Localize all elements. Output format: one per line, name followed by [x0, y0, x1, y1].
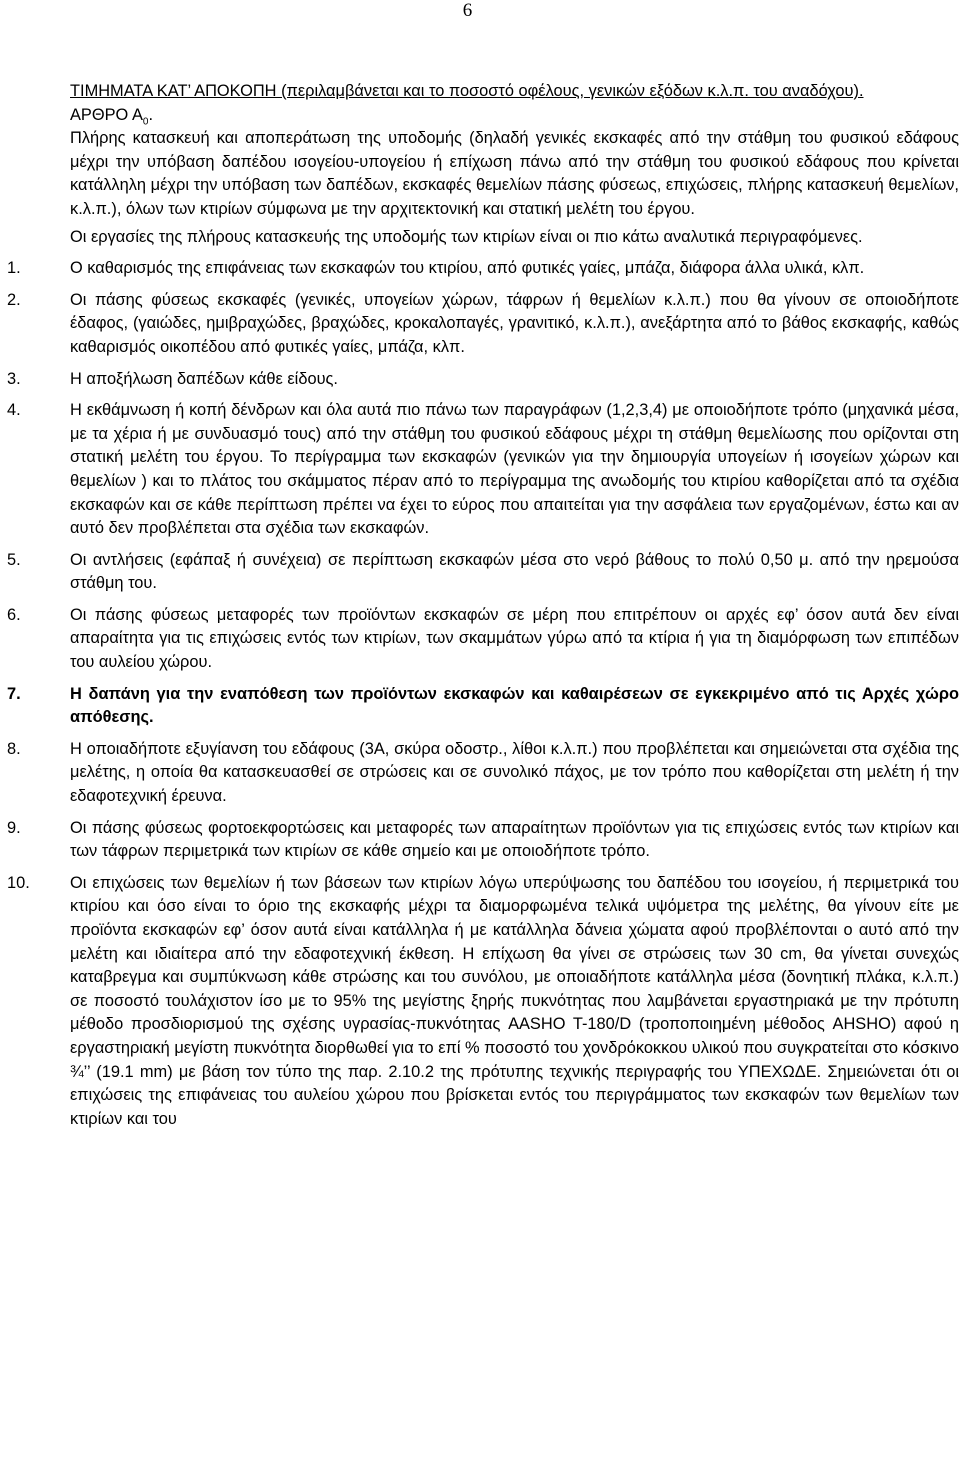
item-number: 10.	[7, 873, 30, 892]
article-subscript: 0	[142, 115, 149, 127]
item-text: Η αποξήλωση δαπέδων κάθε είδους.	[70, 369, 338, 388]
item-number: 1.	[7, 259, 21, 278]
article-title	[70, 104, 959, 128]
list-item	[7, 817, 959, 864]
list-item	[7, 368, 959, 392]
list-item	[7, 872, 959, 1132]
item-text: Οι πάσης φύσεως φορτοεκφορτώσεις και μεταφορές των απαραίτητων προϊόντων για τις επιχώσεις εντός των κτιρίων και των τάφρων περιμετρικά των κτιρίων σε κάθε σημείο και με οποιοδήποτε τρόπο.	[70, 818, 959, 861]
list-item	[7, 683, 959, 730]
list-item	[7, 549, 959, 596]
document-body	[7, 80, 959, 1131]
item-number: 9.	[7, 818, 21, 837]
list-item	[7, 738, 959, 809]
item-text: Οι πάσης φύσεως μεταφορές των προϊόντων εκσκαφών σε μέρη που επιτρέπουν οι αρχές εφ’ όσον αυτά δεν είναι απαραίτητα για τις επιχώσεις εντός των κτιρίων, των σκαμμάτων γύρω από τα κτίρια ή για τη διαμόρφωση των επιπέδων του αυλείου χώρου.	[70, 605, 959, 672]
item-text: Η δαπάνη για την εναπόθεση των προϊόντων εκσκαφών και καθαιρέσεων σε εγκεκριμένο από τις Αρχές χώρο απόθεσης.	[70, 684, 959, 727]
item-number: 5.	[7, 550, 21, 569]
list-item	[7, 604, 959, 675]
section-heading: ΤΙΜΗΜΑΤΑ ΚΑΤ’ ΑΠΟΚΟΠΗ (περιλαμβάνεται και το ποσοστό οφέλους, γενικών εξόδων κ.λ.π. του αναδόχου).	[70, 82, 864, 100]
intro-paragraph: Οι εργασίες της πλήρους κατασκευής της υποδομής των κτιρίων είναι οι πιο κάτω αναλυτικά περιγραφόμενες.	[70, 227, 863, 246]
article-label: ΑΡΘΡΟ Α	[70, 105, 143, 124]
item-text: Η εκθάμνωση ή κοπή δένδρων και όλα αυτά πιο πάνω των παραγράφων (1,2,3,4) με οποιοδήποτε τρόπο (μηχανικά μέσα, με τα χέρια ή με συνδυασμό τους) από την στάθμη του φυσικού εδάφους μέχρι τη στάθμη θεμελίωσης που ορίζονται στη στατική μελέτη του έργου. Το περίγραμμα των εκσκαφών (γενικών για την δημιουργία υπογείων ή ισογείων χώρων και θεμελίων ) και το πλάτος του σκάμματος πέραν από το περίγραμμα της ανωδομής του κτιρίου καθορίζεται από τα σχέδια εκσκαφών και σε κάθε περίπτωση πρέπει να έχει το εύρος που απαιτείται για την ασφάλεια των εργαζομένων, έστω και αν αυτό δεν προβλέπεται στα σχέδια των εκσκαφών.	[70, 401, 959, 538]
work-items-list	[7, 257, 959, 1131]
item-number: 8.	[7, 739, 21, 758]
article-tail: .	[148, 105, 154, 124]
item-text: Η οποιαδήποτε εξυγίανση του εδάφους (3Α, σκύρα οδοστρ., λίθοι κ.λ.π.) που προβλέπεται και σημειώνεται στα σχέδια της μελέτης, η οποία θα κατασκευασθεί σε στρώσεις και σε συνολικό πάχος, με τον τρόπο που καθορίζεται στη μελέτη ή την εδαφοτεχνική έρευνα.	[70, 739, 959, 806]
item-number: 4.	[7, 401, 21, 420]
list-item	[7, 257, 959, 281]
page-number: 6	[462, 0, 473, 21]
item-number: 2.	[7, 290, 21, 309]
list-item	[7, 399, 959, 541]
item-text: Ο καθαρισμός της επιφάνειας των εκσκαφών του κτιρίου, από φυτικές γαίες, μπάζα, διάφορα άλλα υλικά, κλπ.	[70, 259, 865, 278]
item-number: 3.	[7, 369, 21, 388]
item-text: Οι επιχώσεις των θεμελίων ή των βάσεων των κτιρίων λόγω υπερύψωσης του δαπέδου του ισογείου, ή περιμετρικά του κτιρίου και όσο είναι το όριο της εκσκαφής μέχρι τα διαμορφωμένα τελικά υψόμετρα της μελέτης, θα γίνουν είτε με προϊόντα εκσκαφών εφ’ όσον αυτά είναι κατάλληλα ή με κατάλληλα δάνεια χώματα αφού προβλέπονται ο αυτό από την μελέτη και ιδιαίτερα από την εδαφοτεχνική έκθεση. Η επίχωση θα γίνει σε στρώσεις των 30 cm, θα γίνεται συνεχώς καταβρεγμα και συμπύκνωση κάθε στρώσης και του συνόλου, με οποιαδήποτε κατάλληλα μέσα (δονητική πλάκα, κ.λ.π.) σε ποσοστό τουλάχιστον ίσο με το 95% της μεγίστης ξηρής πυκνότητας που λαμβάνεται εργαστηριακά με την πρότυπη μέθοδο προσδιορισμού της σχέσης υγρασίας-πυκνότητας AASHO T-180/D (τροποποιημένη μέθοδος AHSHO) αφού η εργαστηριακή μεγίστη πυκνότητα διορθωθεί για το επί % ποσοστό του χονδρόκοκκου υλικού που συγκρατείται στο κόσκινο ¾’’ (19.1 mm) με βάση τον τύπο της παρ. 2.10.2 της πρότυπης τεχνικής περιγραφής του ΥΠΕΧΩΔΕ. Σημειώνεται ότι οι επιχώσεις της επιφάνειας του αυλείου χώρου που βρίσκεται εντός του περιγράμματος των εκσκαφών των θεμελίων των κτιρίων και του	[70, 873, 959, 1128]
list-item	[7, 289, 959, 360]
item-number: 7.	[7, 684, 21, 703]
item-number: 6.	[7, 605, 21, 624]
item-text: Οι αντλήσεις (εφάπαξ ή συνέχεια) σε περίπτωση εκσκαφών μέσα στο νερό βάθους το πολύ 0,50 μ. από την ηρεμούσα στάθμη του.	[70, 550, 959, 593]
intro-paragraph: Πλήρης κατασκευή και αποπεράτωση της υποδομής (δηλαδή γενικές εκσκαφές από την στάθμη του φυσικού εδάφους μέχρι την υπόβαση δαπέδου ισογείου-υπογείου ή επίχωση πάνω από την στάθμη του φυσικού εδάφους που κρίνεται κατάλληλη μέχρι την υπόβαση των δαπέδων, εκσκαφές θεμελίων πάσης φύσεως, επιχώσεις, πλήρης κατασκευή θεμελίων, κ.λ.π.), όλων των κτιρίων σύμφωνα με την αρχιτεκτονική και στατική μελέτη του έργου.	[70, 129, 959, 218]
item-text: Οι πάσης φύσεως εκσκαφές (γενικές, υπογείων χώρων, τάφρων ή θεμελίων κ.λ.π.) που θα γίνουν σε οποιοδήποτε έδαφος, (γαιώδες, ημιβραχώδες, βραχώδες, κροκαλοπαγές, γρανιτικό, κ.λ.π.), ανεξάρτητα από το βάθος εκσκαφής, καθώς καθαρισμός οικοπέδου από φυτικές γαίες, μπάζα, κλπ.	[70, 290, 959, 356]
